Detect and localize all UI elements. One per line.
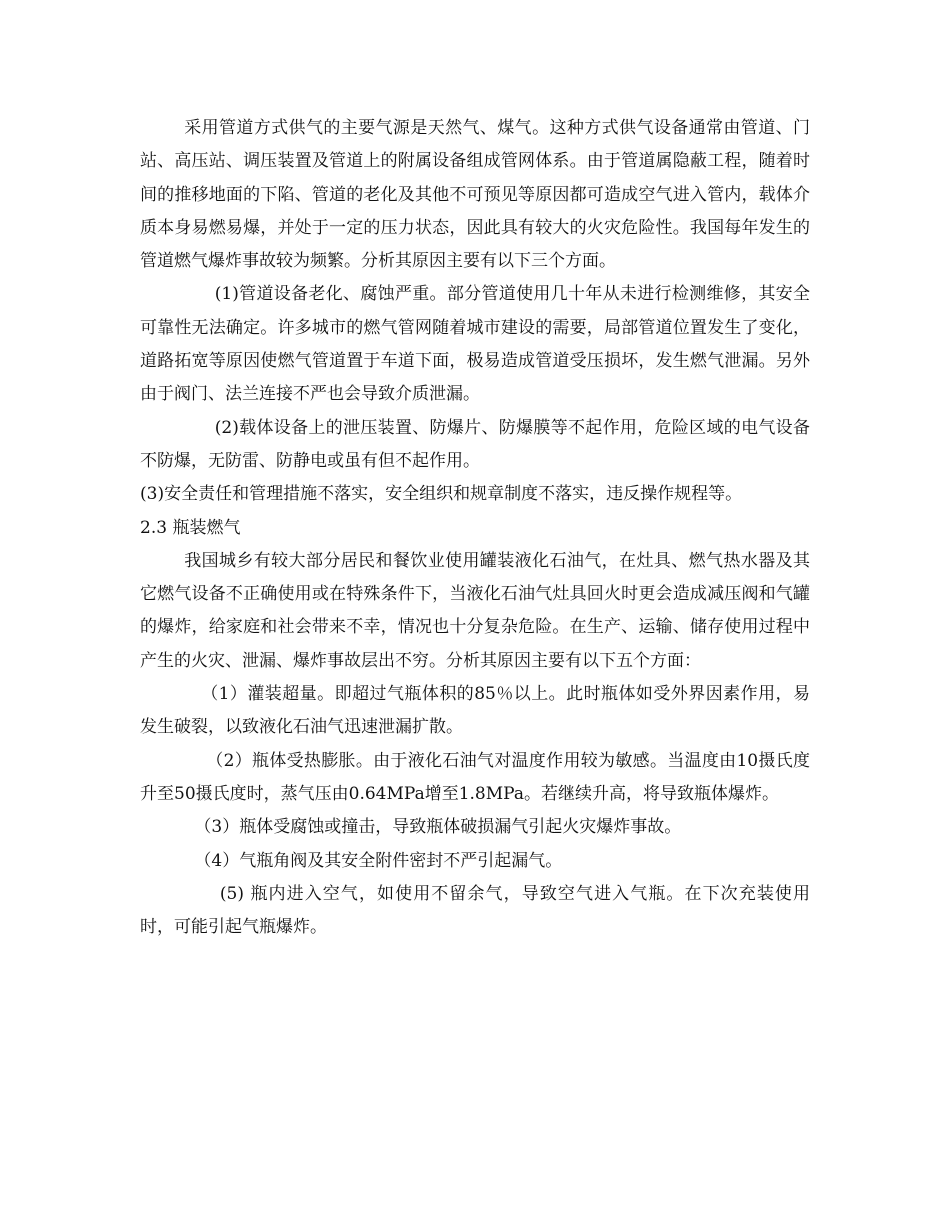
paragraph-bottled-cause-3: （3）瓶体受腐蚀或撞击，导致瓶体破损漏气引起火灾爆炸事故。 <box>194 817 682 838</box>
document-body <box>140 112 810 944</box>
paragraph-bottled-cause-1: （1）灌装超量。即超过气瓶体积的85％以上。此时瓶体如受外界因素作用，易发生破裂，以致液化石油气迅速泄漏扩散。 <box>140 684 810 738</box>
paragraph-pipeline-cause-1: (1)管道设备老化、腐蚀严重。部分管道使用几十年从未进行检测维修，其安全可靠性无法确定。许多城市的燃气管网随着城市建设的需要，局部管道位置发生了变化，道路拓宽等原因使燃气管道置于车道下面，极易造成管道受压损坏，发生燃气泄漏。另外由于阀门、法兰连接不严也会导致介质泄漏。 <box>140 284 810 405</box>
paragraph-bottled-cause-4: （4）气瓶角阀及其安全附件密封不严引起漏气。 <box>194 850 563 871</box>
paragraph-bottled-intro: 我国城乡有较大部分居民和餐饮业使用罐装液化石油气，在灶具、燃气热水器及其它燃气设备不正确使用或在特殊条件下，当液化石油气灶具回火时更会造成减压阀和气罐的爆炸，给家庭和社会带来不幸，情况也十分复杂危险。在生产、运输、储存使用过程中产生的火灾、泄漏、爆炸事故层出不穷。分析其原因主要有以下五个方面： <box>140 550 810 671</box>
paragraph-bottled-cause-5: (5) 瓶内进入空气，如使用不留余气，导致空气进入气瓶。在下次充装使用时，可能引起气瓶爆炸。 <box>140 883 810 938</box>
paragraph-pipeline-intro: 采用管道方式供气的主要气源是天然气、煤气。这种方式供气设备通常由管道、门站、高压站、调压装置及管道上的附属设备组成管网体系。由于管道属隐蔽工程，随着时间的推移地面的下陷、管道的老化及其他不可预见等原因都可造成空气进入管内，载体介质本身易燃易爆，并处于一定的压力状态，因此具有较大的火灾危险性。我国每年发生的管道燃气爆炸事故较为频繁。分析其原因主要有以下三个方面。 <box>140 118 810 272</box>
paragraph-pipeline-cause-2: (2)载体设备上的泄压装置、防爆片、防爆膜等不起作用，危险区域的电气设备不防爆，无防雷、防静电或虽有但不起作用。 <box>140 417 810 471</box>
section-heading-bottled-gas: 2.3 瓶装燃气 <box>140 517 241 538</box>
paragraph-bottled-cause-2: （2）瓶体受热膨胀。由于液化石油气对温度作用较为敏感。当温度由10摄氏度升至50摄氏度时，蒸气压由0.64MPa增至1.8MPa。若继续升高，将导致瓶体爆炸。 <box>140 750 810 804</box>
paragraph-pipeline-cause-3: (3)安全责任和管理措施不落实，安全组织和规章制度不落实，违反操作规程等。 <box>140 484 743 505</box>
